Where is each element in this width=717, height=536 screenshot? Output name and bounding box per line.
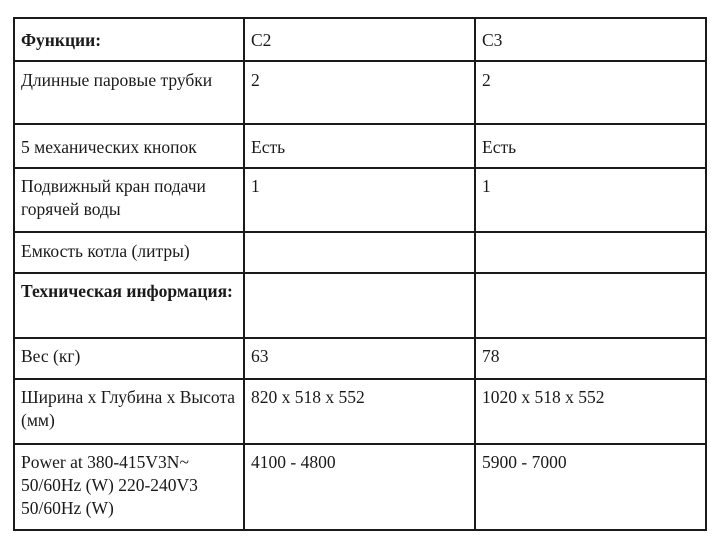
table-row — [14, 61, 706, 124]
cell-c3: 78 — [475, 338, 706, 379]
cell-c2: 2 — [244, 61, 475, 124]
table-row — [14, 379, 706, 444]
model-c2-header: C2 — [244, 18, 475, 61]
cell-c3: 5900 - 7000 — [475, 444, 706, 530]
cell-c2 — [244, 273, 475, 338]
row-label: Подвижный кран подачи горячей воды — [14, 168, 244, 232]
row-label: Power at 380-415V3N~ 50/60Hz (W) 220-240V3 50/60Hz (W) — [14, 444, 244, 530]
cell-c3: 1020 x 518 x 552 — [475, 379, 706, 444]
table-row-technical-header — [14, 273, 706, 338]
cell-c3: 1 — [475, 168, 706, 232]
row-label: Техническая информация: — [14, 273, 244, 338]
table-row-functions-header — [14, 18, 706, 61]
cell-c2: Есть — [244, 124, 475, 168]
row-label: Длинные паровые трубки — [14, 61, 244, 124]
specification-table — [13, 17, 707, 531]
table-row — [14, 168, 706, 232]
table-row — [14, 232, 706, 273]
row-label: Емкость котла (литры) — [14, 232, 244, 273]
model-c3-header: C3 — [475, 18, 706, 61]
cell-c2: 820 x 518 x 552 — [244, 379, 475, 444]
cell-c3: 2 — [475, 61, 706, 124]
row-label: Вес (кг) — [14, 338, 244, 379]
cell-c2: 63 — [244, 338, 475, 379]
cell-c3 — [475, 232, 706, 273]
cell-c2: 1 — [244, 168, 475, 232]
table-row — [14, 338, 706, 379]
table-row — [14, 124, 706, 168]
row-label: Ширина x Глубина x Высота (мм) — [14, 379, 244, 444]
row-label: Функции: — [14, 18, 244, 61]
cell-c3 — [475, 273, 706, 338]
cell-c2: 4100 - 4800 — [244, 444, 475, 530]
table-row — [14, 444, 706, 530]
cell-c2 — [244, 232, 475, 273]
cell-c3: Есть — [475, 124, 706, 168]
row-label: 5 механических кнопок — [14, 124, 244, 168]
